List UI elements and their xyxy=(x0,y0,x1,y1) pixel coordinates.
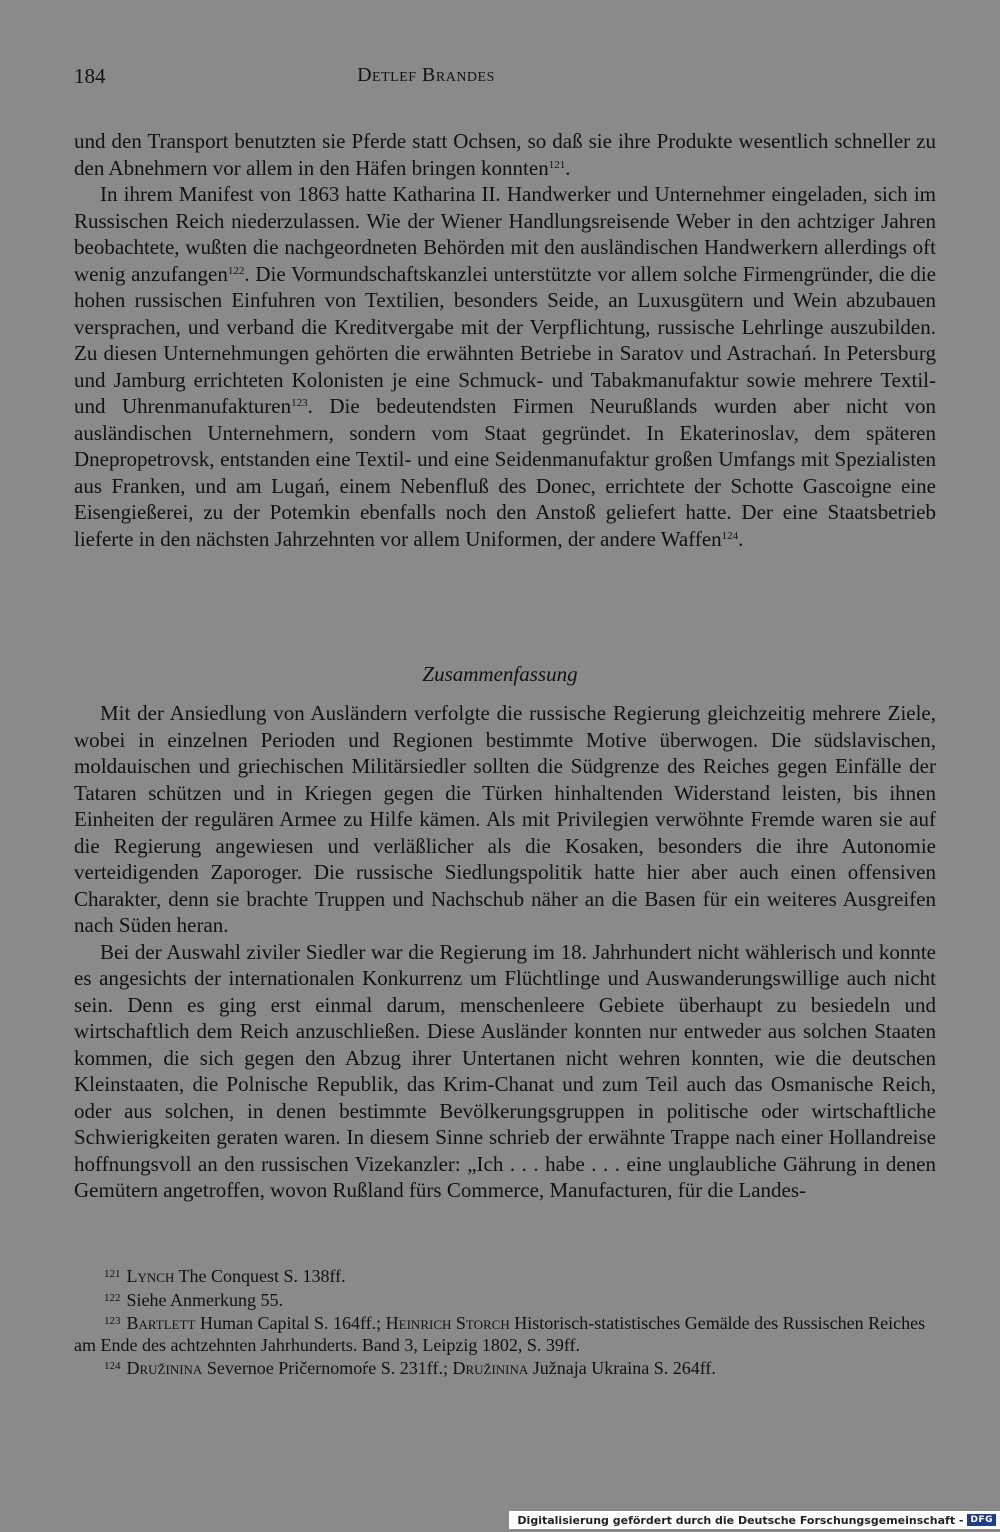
dfg-logo: DFG xyxy=(967,1514,996,1526)
paragraph: Mit der Ansiedlung von Ausländern verfolgte die russische Regierung gleichzeitig mehrere Ziele, wobei in einzelnen Perioden und Regionen bestimmte Motive überwogen. Die südslavischen, moldauischen und griechischen Militärsiedler sollten die Südgrenze des Reiches gegen Einfälle der Tataren schützen und in Kriegen gegen die Türken hinhaltenden Widerstand leisten, bis ihnen Einheiten der regulären Armee zu Hilfe kämen. Als mit Privilegien verwöhnte Fremde waren sie auf die Regierung angewiesen und verläßlicher als die Kosaken, besonders die ihre Autonomie verteidigenden Zaporoger. Die russische Siedlungspolitik hatte hier aber auch einen offensiven Charakter, denn sie brachte Truppen und Nachschub näher an die Basen für ein weiteres Ausgreifen nach Süden heran. xyxy=(74,701,936,937)
footnote xyxy=(74,1264,936,1288)
footnote-text: Historisch-statistisches Gemälde des Russischen Reiches am Ende des achtzehnten Jahrhunderts. Band 3, Leipzig 1802, S. 39ff. xyxy=(74,1313,926,1355)
footnote-ref: 124 xyxy=(721,529,739,542)
footnote-number: 124 xyxy=(104,1360,121,1372)
footnote-ref: 123 xyxy=(291,397,308,409)
footnote-text: Human Capital S. 164ff.; xyxy=(195,1313,386,1333)
footnote-text: Južnaja Ukraina S. 264ff. xyxy=(528,1358,716,1378)
footnote-text: Siehe Anmerkung 55. xyxy=(126,1289,283,1310)
credit-text: Digitalisierung gefördert durch die Deutsche Forschungsgemeinschaft - xyxy=(517,1513,964,1527)
page-number: 184 xyxy=(74,64,106,88)
footnote-author: Družinina xyxy=(126,1358,203,1378)
section-heading: Zusammenfassung xyxy=(422,662,578,686)
footnote-text: The Conquest S. 138ff. xyxy=(174,1266,346,1286)
footnote-ref: 122 xyxy=(227,264,245,277)
paragraph-text: . xyxy=(565,155,571,180)
paragraph-text: . Die bedeutendsten Firmen Neurußlands wurden aber nicht von ausländischen Unternehmern, sondern vom Staat gegründet. In Ekaterinoslav, dem späteren Dnepropetrovsk, entstanden eine Textil- und eine Seidenmanufaktur großen Umfangs mit Spezialisten aus Franken, und am Lugań, einem Nebenfluß des Donec, errichtete der Schotte Gascoigne eine Eisengießerei, zu der Potemkin ebenfalls noch den Anstoß geliefert hatte. Der eine Staatsbetrieb lieferte in den nächsten Jahrzehnten vor allem Uniformen, der andere Waffen xyxy=(74,394,936,551)
paragraph-text: . xyxy=(738,526,744,551)
footnote-ref: 121 xyxy=(548,158,566,171)
paragraph xyxy=(74,128,936,181)
paragraph xyxy=(74,181,936,552)
footnote-author: Bartlett xyxy=(126,1313,196,1333)
paragraph-text: . Die Vormundschaftskanzlei unterstützte vor allem solche Firmengründer, die die hohen russischen Einfuhren von Textilien, besonders Seide, an Luxusgütern und Wein abzubauen versprachen, und verband die Kreditvergabe mit der Verpflichtung, russische Lehrlinge auszubilden. Zu diesen Unternehmungen gehörten die erwähnten Betriebe in Saratov und Astrachań. In Petersburg und Jamburg errichteten Kolonisten je eine Schmuck- und Tabakmanufaktur sowie mehrere Textil- und Uhrenmanufakturen xyxy=(74,261,936,418)
paragraph: Bei der Auswahl ziviler Siedler war die Regierung im 18. Jahrhundert nicht wählerisch und konnte es angesichts der internationalen Konkurrenz um Flüchtlinge und Auswanderungswillige auch nicht sein. Denn es ging erst einmal darum, menschenleere Gebiete überhaupt zu besiedeln und wirtschaftlich dem Reich anzuschließen. Diese Ausländer konnten nur entweder aus solchen Staaten kommen, die sich gegen den Abzug ihrer Untertanen nicht wehren konnten, wie die deutschen Kleinstaaten, die Polnische Republik, das Krim-Chanat und zum Teil auch das Osmanische Reich, oder aus solchen, in denen bestimmte Bevölkerungsgruppen in politische oder wirtschaftliche Schwierigkeiten geraten waren. In diesem Sinne schrieb der erwähnte Trappe nach einer Hollandreise hoffnungsvoll an den russischen Vizekanzler: „Ich . . . habe . . . eine unglaubliche Gährung in denen Gemütern angetroffen, wovon Rußland fürs Commerce, Manufacturen, für die Landes- xyxy=(74,939,936,1202)
running-head: Detlef Brandes xyxy=(357,64,495,86)
footnote-author: Lynch xyxy=(126,1266,175,1286)
body-text-top xyxy=(74,128,936,552)
footnote xyxy=(74,1288,936,1312)
footnote-number: 123 xyxy=(104,1315,121,1327)
footnote-author: Heinrich Storch xyxy=(385,1313,510,1333)
footnote xyxy=(74,1356,936,1380)
digitization-credit xyxy=(509,1511,1000,1529)
footnote xyxy=(74,1311,936,1356)
footnotes xyxy=(74,1264,936,1380)
paragraph-text: In ihrem Manifest von 1863 hatte Katharina II. Handwerker und Unternehmer eingeladen, sich im Russischen Reich niederzulassen. Wie der Wiener Handlungsreisende Weber in den achtziger Jahren beobachtete, wußten die nachgeordneten Behörden mit den ausländischen Handwerkern allerdings oft wenig anzufangen xyxy=(74,182,936,286)
footnote-number: 121 xyxy=(104,1268,121,1280)
body-text-bottom xyxy=(74,700,936,1204)
footnote-author: Družinina xyxy=(452,1358,529,1378)
footnote-text: Severnoe Pričernomoŕe S. 231ff.; xyxy=(202,1358,453,1378)
footnote-number: 122 xyxy=(104,1291,121,1304)
paragraph-text: und den Transport benutzten sie Pferde statt Ochsen, so daß sie ihre Produkte wesentlich schneller zu den Abnehmern vor allem in den Häfen bringen konnten xyxy=(74,129,936,180)
